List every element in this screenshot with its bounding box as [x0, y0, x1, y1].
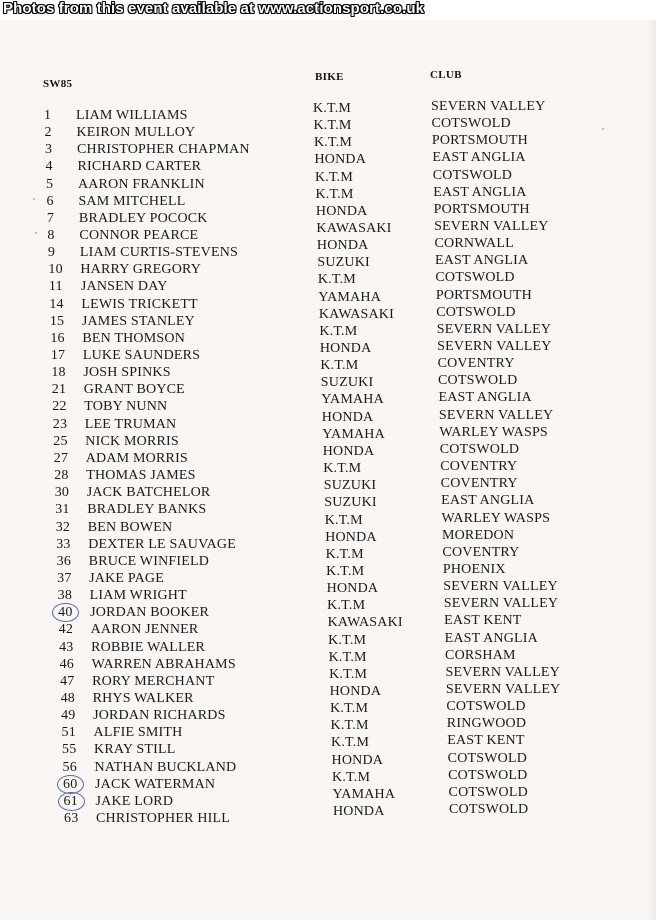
rider-name: AARON FRANKLIN	[77, 176, 205, 192]
rider-bike: YAMAHA	[332, 786, 396, 802]
rider-number: 33	[56, 536, 71, 552]
rider-name: LEE TRUMAN	[84, 416, 177, 432]
rider-club: PHOENIX	[442, 561, 506, 577]
rider-name: ALFIE SMITH	[93, 725, 183, 741]
rider-club: COVENTRY	[440, 459, 518, 475]
rider-name: KEIRON MULLOY	[76, 125, 196, 141]
rider-number: 7	[46, 210, 55, 226]
rider-name: ROBBIE WALLER	[91, 639, 206, 655]
rider-bike: KAWASAKI	[318, 306, 394, 322]
rider-number: 36	[56, 553, 72, 569]
rider-club: EAST KENT	[447, 733, 525, 749]
rider-name: AARON JENNER	[90, 622, 199, 638]
rider-bike: SUZUKI	[320, 375, 374, 391]
rider-club: SEVERN VALLEY	[436, 321, 552, 337]
rider-club: SEVERN VALLEY	[437, 339, 552, 355]
rider-number: 43	[59, 639, 74, 655]
rider-bike: HONDA	[321, 409, 374, 425]
rider-number: 32	[55, 519, 71, 535]
watermark-text: Photos from this event available at www.actionsport.co.uk	[3, 0, 425, 17]
rider-bike: HONDA	[333, 804, 385, 819]
rider-number: 56	[62, 759, 77, 775]
rider-number: 37	[57, 570, 72, 586]
rider-name: LIAM WRIGHT	[89, 588, 187, 604]
rider-club: COTSWOLD	[449, 802, 529, 817]
class-label: SW85	[43, 78, 73, 90]
rider-club: EAST KENT	[444, 613, 522, 629]
rider-bike: K.T.M	[328, 632, 367, 648]
rider-bike: HONDA	[316, 238, 369, 254]
rider-name: BRADLEY POCOCK	[78, 210, 208, 226]
rider-name: LUKE SAUNDERS	[82, 348, 201, 364]
rider-bike: HONDA	[326, 581, 379, 597]
rider-number: 14	[49, 296, 64, 312]
rider-name: BRUCE WINFIELD	[88, 553, 210, 569]
rider-club: SEVERN VALLEY	[438, 407, 554, 423]
rider-number: 47	[60, 673, 75, 689]
rider-bike: HONDA	[319, 341, 372, 357]
rider-number: 4	[45, 159, 53, 175]
rider-club: PORTSMOUTH	[433, 201, 530, 217]
rider-name: NATHAN BUCKLAND	[94, 759, 237, 775]
rider-number: 15	[49, 313, 65, 329]
rider-number: 42	[58, 622, 74, 638]
rider-number: 10	[48, 262, 63, 278]
rider-name: TOBY NUNN	[84, 399, 168, 415]
rider-bike: SUZUKI	[324, 495, 377, 511]
rider-club: COTSWOLD	[446, 699, 526, 715]
rider-number: 60	[63, 776, 78, 792]
rider-club: WARLEY WASPS	[441, 510, 551, 526]
paper-speck	[33, 198, 35, 200]
rider-bike: HONDA	[325, 529, 377, 545]
rider-club: SEVERN VALLEY	[431, 99, 546, 114]
rider-bike: K.T.M	[325, 546, 364, 562]
rider-club: RINGWOOD	[446, 716, 527, 732]
rider-number: 1	[44, 108, 52, 123]
rider-bike: HONDA	[314, 152, 367, 168]
rider-club: EAST ANGLIA	[441, 493, 535, 509]
rider-bike: K.T.M	[332, 769, 371, 785]
rider-name: JORDAN BOOKER	[90, 605, 210, 621]
rider-name: RHYS WALKER	[92, 690, 194, 706]
rider-club: COTSWOLD	[436, 304, 516, 320]
watermark-banner	[0, 0, 656, 20]
rider-number: 9	[47, 245, 56, 261]
rider-name: DEXTER LE SAUVAGE	[88, 536, 236, 552]
rider-club: MOREDON	[441, 527, 515, 543]
rider-number: 16	[50, 330, 65, 346]
rider-number: 18	[51, 365, 66, 381]
rider-name: JORDAN RICHARDS	[93, 708, 226, 724]
rider-bike: SUZUKI	[317, 255, 370, 271]
rider-bike: K.T.M	[331, 735, 370, 751]
rider-bike: K.T.M	[326, 563, 365, 579]
rider-club: COTSWOLD	[439, 441, 520, 457]
rider-name: JANSEN DAY	[80, 279, 168, 295]
rider-club: EAST ANGLIA	[432, 150, 526, 166]
rider-name: THOMAS JAMES	[86, 468, 196, 484]
rider-club: COTSWOLD	[438, 373, 518, 389]
rider-club: EAST ANGLIA	[434, 253, 529, 269]
rider-name: KRAY STILL	[94, 742, 176, 758]
rider-number: 28	[54, 468, 69, 484]
rider-bike: YAMAHA	[322, 426, 385, 442]
rider-club: COTSWOLD	[432, 167, 513, 183]
rider-bike: K.T.M	[317, 272, 356, 288]
rider-bike: K.T.M	[330, 701, 369, 717]
rider-bike: KAWASAKI	[327, 615, 403, 631]
rider-name: CHRISTOPHER HILL	[96, 811, 231, 826]
rider-club: SEVERN VALLEY	[434, 219, 549, 235]
rider-name: JAMES STANLEY	[81, 313, 195, 329]
rider-number: 31	[55, 502, 70, 518]
rider-bike: K.T.M	[323, 461, 362, 477]
rider-number: 2	[44, 125, 52, 141]
rider-club: SEVERN VALLEY	[443, 596, 559, 612]
rider-name: JAKE LORD	[95, 793, 174, 809]
rider-bike: K.T.M	[324, 512, 363, 528]
rider-bike: K.T.M	[328, 649, 367, 665]
rider-name: LIAM CURTIS-STEVENS	[79, 245, 239, 261]
rider-bike: K.T.M	[329, 666, 368, 682]
rider-number: 5	[45, 176, 54, 192]
rider-club: COTSWOLD	[435, 270, 515, 286]
rider-name: RICHARD CARTER	[77, 159, 202, 175]
rider-name: BRADLEY BANKS	[87, 502, 207, 518]
paper-speck	[602, 128, 604, 130]
rider-club: COTSWOLD	[447, 750, 528, 766]
rider-club: PORTSMOUTH	[435, 287, 532, 303]
rider-club: CORSHAM	[445, 647, 516, 663]
rider-number: 48	[60, 690, 75, 706]
rider-bike: K.T.M	[315, 186, 354, 202]
rider-number: 55	[62, 742, 77, 758]
rider-number: 17	[50, 348, 66, 364]
rider-club: WARLEY WASPS	[439, 424, 548, 440]
rider-name: BEN BOWEN	[87, 519, 173, 535]
rider-number: 51	[61, 725, 76, 741]
rider-name: JAKE PAGE	[89, 570, 164, 586]
rider-name: BEN THOMSON	[82, 330, 186, 346]
rider-name: ADAM MORRIS	[85, 450, 188, 466]
rider-number: 25	[53, 433, 68, 449]
rider-club: EAST ANGLIA	[438, 390, 532, 406]
rider-name: GRANT BOYCE	[83, 382, 185, 398]
rider-number: 61	[63, 793, 78, 809]
rider-club: COVENTRY	[440, 476, 518, 492]
rider-bike: K.T.M	[330, 718, 369, 734]
rider-club: EAST ANGLIA	[433, 184, 527, 200]
rider-club: CORNWALL	[434, 236, 514, 252]
rider-name: JACK WATERMAN	[95, 776, 216, 792]
rider-bike: HONDA	[331, 752, 384, 768]
rider-bike: HONDA	[322, 443, 375, 459]
rider-bike: HONDA	[315, 203, 368, 219]
rider-club: COVENTRY	[437, 356, 515, 372]
rider-bike: YAMAHA	[321, 392, 384, 408]
rider-bike: K.T.M	[314, 169, 354, 185]
rider-name: JACK BATCHELOR	[86, 485, 211, 501]
rider-club: SEVERN VALLEY	[445, 681, 561, 697]
rider-club: PORTSMOUTH	[431, 133, 528, 149]
rider-number: 11	[48, 279, 63, 295]
rider-club: SEVERN VALLEY	[443, 579, 558, 595]
rider-number: 30	[54, 485, 70, 501]
rider-club: EAST ANGLIA	[444, 630, 538, 646]
rider-name: CHRISTOPHER CHAPMAN	[76, 142, 250, 158]
rider-name: SAM MITCHELL	[78, 193, 186, 209]
rider-number: 27	[53, 450, 69, 466]
rider-number: 21	[51, 382, 67, 398]
rider-bike: K.T.M	[313, 101, 352, 116]
bike-column-header: BIKE	[315, 71, 344, 83]
rider-number: 8	[47, 228, 55, 244]
rider-bike: K.T.M	[313, 135, 353, 151]
rider-bike: HONDA	[329, 683, 382, 699]
rider-number: 22	[52, 399, 67, 415]
rider-bike: K.T.M	[313, 118, 352, 134]
rider-number: 40	[58, 605, 73, 621]
rider-name: LEWIS TRICKETT	[81, 296, 198, 312]
rider-number: 46	[59, 656, 75, 672]
rider-name: LIAM WILLIAMS	[76, 108, 188, 123]
rider-number: 38	[57, 588, 73, 604]
rider-club: COTSWOLD	[448, 767, 528, 783]
rider-bike: KAWASAKI	[316, 221, 392, 237]
rider-number: 49	[61, 708, 76, 724]
rider-club: COTSWOLD	[431, 116, 511, 132]
rider-name: RORY MERCHANT	[92, 673, 215, 689]
rider-bike: K.T.M	[320, 358, 359, 374]
rider-bike: K.T.M	[327, 598, 366, 614]
rider-number: 3	[44, 142, 53, 158]
rider-name: CONNOR PEARCE	[79, 228, 199, 244]
rider-name: HARRY GREGORY	[80, 262, 202, 278]
rider-number: 63	[64, 811, 79, 826]
rider-number: 23	[52, 416, 68, 432]
rider-club: COTSWOLD	[448, 784, 528, 800]
rider-club: SEVERN VALLEY	[445, 664, 560, 680]
rider-number: 6	[46, 193, 54, 209]
rider-name: WARREN ABRAHAMS	[91, 656, 236, 672]
rider-club: COVENTRY	[442, 544, 520, 560]
rider-name: JOSH SPINKS	[83, 365, 171, 381]
paper-speck	[35, 232, 37, 234]
rider-name: NICK MORRIS	[85, 433, 179, 449]
rider-bike: K.T.M	[319, 323, 358, 339]
club-column-header: CLUB	[430, 69, 462, 81]
rider-bike: SUZUKI	[323, 478, 377, 494]
entry-list-sheet	[0, 20, 656, 920]
rider-bike: YAMAHA	[318, 289, 382, 305]
